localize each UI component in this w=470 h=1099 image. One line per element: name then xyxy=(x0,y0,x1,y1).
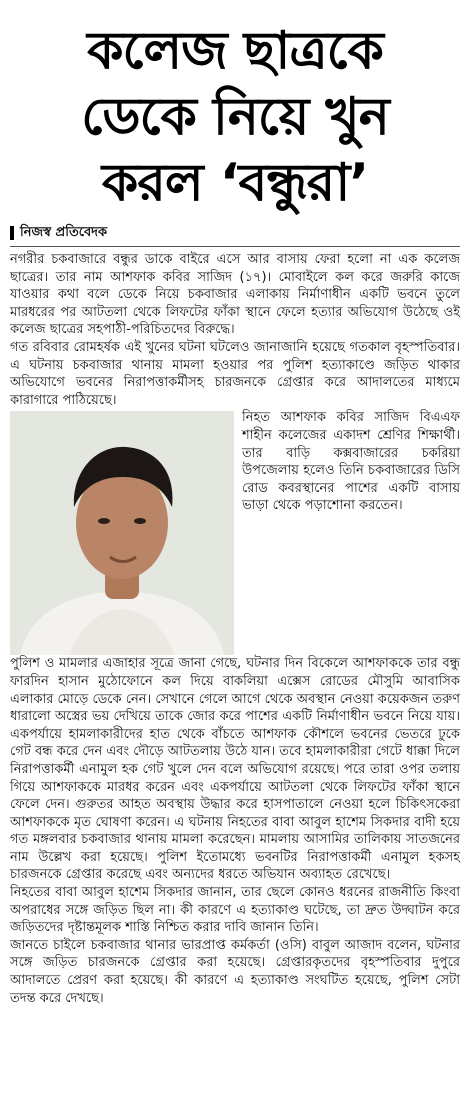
headline xyxy=(10,0,460,216)
headline-line-3: করল ‘বন্ধুরা’ xyxy=(101,153,369,213)
divider xyxy=(10,246,460,247)
paragraph-1: নগরীর চকবাজারে বন্ধুর ডাকে বাইরে এসে আর বাসায় ফেরা হলো না এক কলেজ ছাত্রের। তার নাম আশফাক কবির সাজিদ (১৭)। মোবাইলে কল করে জরুরি কাজে যাওয়ার কথা বলে ডেকে নিয়ে চকবাজার এলাকায় নির্মাণাধীন একটি ভবনে তুলে মারধরের পর আটতলা থেকে লিফটের ফাঁকা স্থানে ফেলে হত্যার অভিযোগ উঠেছে ওই কলেজ ছাত্রের সহপাঠী-পরিচিতদের বিরুদ্ধে। xyxy=(10,252,460,338)
paragraph-6: জানতে চাইলে চকবাজার থানার ভারপ্রাপ্ত কর্মকর্তা (ওসি) বাবুল আজাদ বলেন, ঘটনার সঙ্গে জড়িত চারজনকে গ্রেপ্তার করা হয়েছে। গ্রেপ্তারকৃতদের বৃহস্পতিবার দুপুরে আদালতে প্রেরণ করা হয়েছে। কী কারণে এ হত্যাকাণ্ড সংঘটিত হয়েছে, পুলিশ সেটা তদন্ত করে দেখছে। xyxy=(10,937,460,1006)
article-body xyxy=(10,251,460,1007)
side-column xyxy=(242,409,460,515)
paragraph-5: নিহতের বাবা আবুল হাশেম সিকদার জানান, তার ছেলে কোনও ধরনের রাজনীতি কিংবা অপরাধের সঙ্গে জড়িত ছিল না। কী কারণে এ হত্যাকাণ্ড ঘটেছে, তা দ্রুত উদ্ঘাটন করে জড়িতদের দৃষ্টান্তমূলক শাস্তি নিশ্চিত করার দাবি জানান তিনি। xyxy=(10,885,460,936)
byline-row xyxy=(10,224,460,242)
headline-line-2: ডেকে নিয়ে খুন xyxy=(81,87,389,147)
portrait-illustration xyxy=(10,411,234,655)
byline: নিজস্ব প্রতিবেদক xyxy=(20,225,108,240)
paragraph-3: নিহত আশফাক কবির সাজিদ বিএএফ শাহীন কলেজের একাদশ শ্রেণির শিক্ষার্থী। তার বাড়ি কক্সবাজারের চকরিয়া উপজেলায় হলেও তিনি চকবাজারের ডিসি রোড কবরস্থানের পাশের একটি বাসায় ভাড়া থেকে পড়াশোনা করতেন। xyxy=(242,410,460,514)
paragraph-2: গত রবিবার রোমহর্ষক এই খুনের ঘটনা ঘটলেও জানাজানি হয়েছে গতকাল বৃহস্পতিবার। এ ঘটনায় চকবাজার থানায় মামলা হওয়ার পর পুলিশ হত্যাকাণ্ডে জড়িত থাকার অভিযোগে ভবনের নিরাপত্তাকর্মীসহ চারজনকে গ্রেপ্তার করে আদালতের মাধ্যমে কারাগারে পাঠিয়েছে। xyxy=(10,339,460,408)
paragraph-4: পুলিশ ও মামলার এজাহার সূত্রে জানা গেছে, ঘটনার দিন বিকেলে আশফাককে তার বন্ধু ফারদিন হাসান মুঠোফোনে কল দিয়ে বাকলিয়া এক্সেস রোডের মৌসুমি আবাসিক এলাকার মোড়ে ডেকে নেন। সেখানে গেলে আগে থেকে অবস্থান নেওয়া কয়েকজন তরুণ ধারালো অস্ত্রের ভয় দেখিয়ে তাকে জোর করে পাশের একটি নির্মাণাধীন ভবনে নিয়ে যায়। একপর্যায়ে হামলাকারীদের হাত থেকে বাঁচতে আশফাক কৌশলে ভবনের ভেতরে ঢুকে গেট বন্ধ করে দেন এবং দৌড়ে আটতলায় উঠে যান। তবে হামলাকারীরা গেটে ধাক্কা দিলে নিরাপত্তাকর্মী এনামুল হক গেট খুলে দেন বলে অভিযোগ রয়েছে। পরে তারা ওপর তলায় গিয়ে আশফাককে মারধর করেন এবং একপর্যায়ে আটতলা থেকে লিফটের ফাঁকা স্থানে ফেলে দেন। গুরুতর আহত অবস্থায় উদ্ধার করে হাসপাতালে নেওয়া হলে চিকিৎসকেরা আশফাককে মৃত ঘোষণা করেন। এ ঘটনায় নিহতের বাবা আবুল হাশেম সিকদার বাদী হয়ে গত মঙ্গলবার চকবাজার থানায় মামলা করেছেন। মামলায় আসামির তালিকায় সাতজনের নাম উল্লেখ করা হয়েছে। পুলিশ ইতোমধ্যে ভবনটির নিরাপত্তাকর্মী এনামুল হকসহ চারজনকে গ্রেপ্তার করেছে এবং অন্যদের ধরতে অভিযান অব্যাহত রেখেছে। xyxy=(10,656,460,883)
victim-photo xyxy=(10,411,234,655)
headline-line-1: কলেজ ছাত্রকে xyxy=(87,21,383,81)
byline-bar xyxy=(10,226,14,240)
photo-section xyxy=(10,409,460,655)
